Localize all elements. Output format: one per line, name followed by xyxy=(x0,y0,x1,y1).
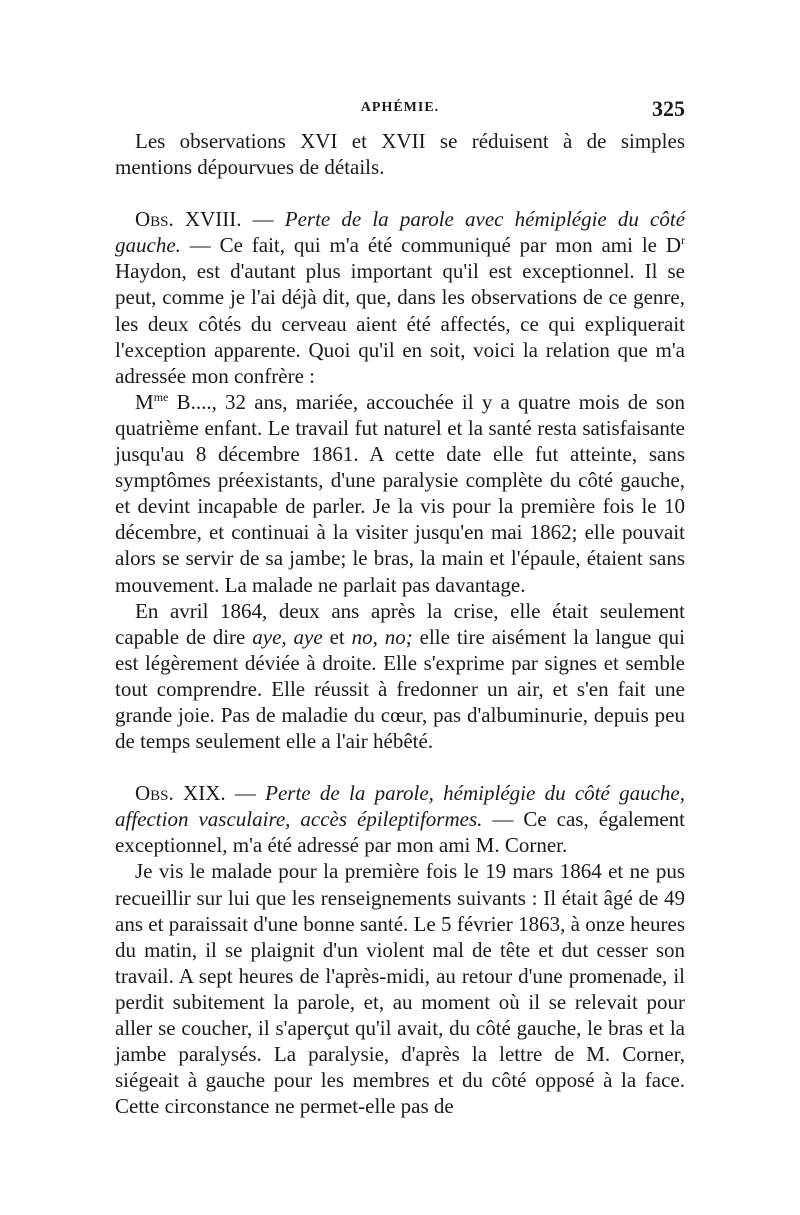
april-text-b: et xyxy=(322,624,352,649)
april-text-c: elle tire aisément la langue qui est légèrement déviée à droite. Elle s'exprime par signes et semble tout comprendre. Elle réussit à fredonner un air, et s'en fait une grande joie. Pas de maladie du cœur, pas d'albuminurie, depuis peu de temps seulement elle a l'air hébêté. xyxy=(115,624,685,754)
paragraph-case-b xyxy=(115,389,685,598)
paragraph-april-1864 xyxy=(115,598,685,755)
page-number: 325 xyxy=(652,96,685,121)
obs-xix-text: — Ce cas, également exceptionnel, m'a été adressé par mon ami M. Corner. xyxy=(115,807,685,858)
italic-aye: aye, aye xyxy=(252,624,323,649)
dr-superscript: r xyxy=(681,233,685,248)
paragraph-obs-xviii xyxy=(115,206,685,389)
obs-xix-title: Perte de la parole, hémiplégie du côté gauche, affection vasculaire, accès épileptiformes. xyxy=(115,781,685,832)
paragraph-obs-xix xyxy=(115,780,685,858)
paragraph-intro: Les observations XVI et XVII se réduisent à de simples mentions dépourvues de détails. xyxy=(115,129,685,180)
obs-xviii-dash: — xyxy=(241,207,285,232)
april-text-a: En avril 1864, deux ans après la crise, elle était seulement capable de dire xyxy=(115,598,685,649)
obs-xix-label: Obs. XIX. xyxy=(135,781,226,806)
obs-xviii-text-b: Haydon, est d'autant plus important qu'il est exceptionnel. Il se peut, comme je l'ai déjà dit, que, dans les observations de ce genre, les deux côtés du cerveau aient été affectés, ce qui expliquerait l'exception apparente. Quoi qu'il en soit, voici la relation que m'a adressée mon confrère : xyxy=(115,259,685,388)
obs-xviii-text-a: — Ce fait, qui m'a été communiqué par mon ami le D xyxy=(180,233,681,258)
mme-superscript: me xyxy=(153,389,169,404)
paragraph-malade: Je vis le malade pour la première fois le 19 mars 1864 et ne pus recueillir sur lui que les renseignements suivants : Il était âgé de 49 ans et paraissait d'une bonne santé. Le 5 février 1863, à onze heures du matin, il se plaignit d'un violent mal de tête et dut cesser son travail. A sept heures de l'après-midi, au retour d'une promenade, il perdit subitement la parole, et, au moment où il se relevait pour aller se coucher, il s'aperçut qu'il avait, du côté gauche, le bras et la jambe paralysés. La paralysie, d'après la lettre de M. Corner, siégeait à gauche pour les membres et du côté opposé à la face. Cette circonstance ne permet-elle pas de xyxy=(115,859,685,1119)
page-header xyxy=(115,96,685,126)
case-b-text: B...., 32 ans, mariée, accouchée il y a quatre mois de son quatrième enfant. Le travail fut naturel et la santé resta satisfaisante jusqu'au 8 décembre 1861. A cette date elle fut atteinte, sans symptômes préexistants, d'une paralysie complète du côté gauche, et devint incapable de parler. Je la vis pour la première fois le 10 décembre, et continuai à la visiter jusqu'en mai 1862; elle pouvait alors se servir de sa jambe; le bras, la main et l'épaule, étaient sans mouvement. La malade ne parlait pas davantage. xyxy=(115,389,685,597)
obs-xviii-title: Perte de la parole avec hémiplégie du côté gauche. xyxy=(115,207,686,258)
running-head: APHÉMIE. xyxy=(360,100,440,115)
page-body xyxy=(115,128,685,1119)
mme-initial: M xyxy=(135,389,154,414)
italic-no: no, no; xyxy=(351,624,413,649)
obs-xix-dash: — xyxy=(225,781,266,806)
obs-xviii-label: Obs. XVIII. xyxy=(135,207,242,232)
